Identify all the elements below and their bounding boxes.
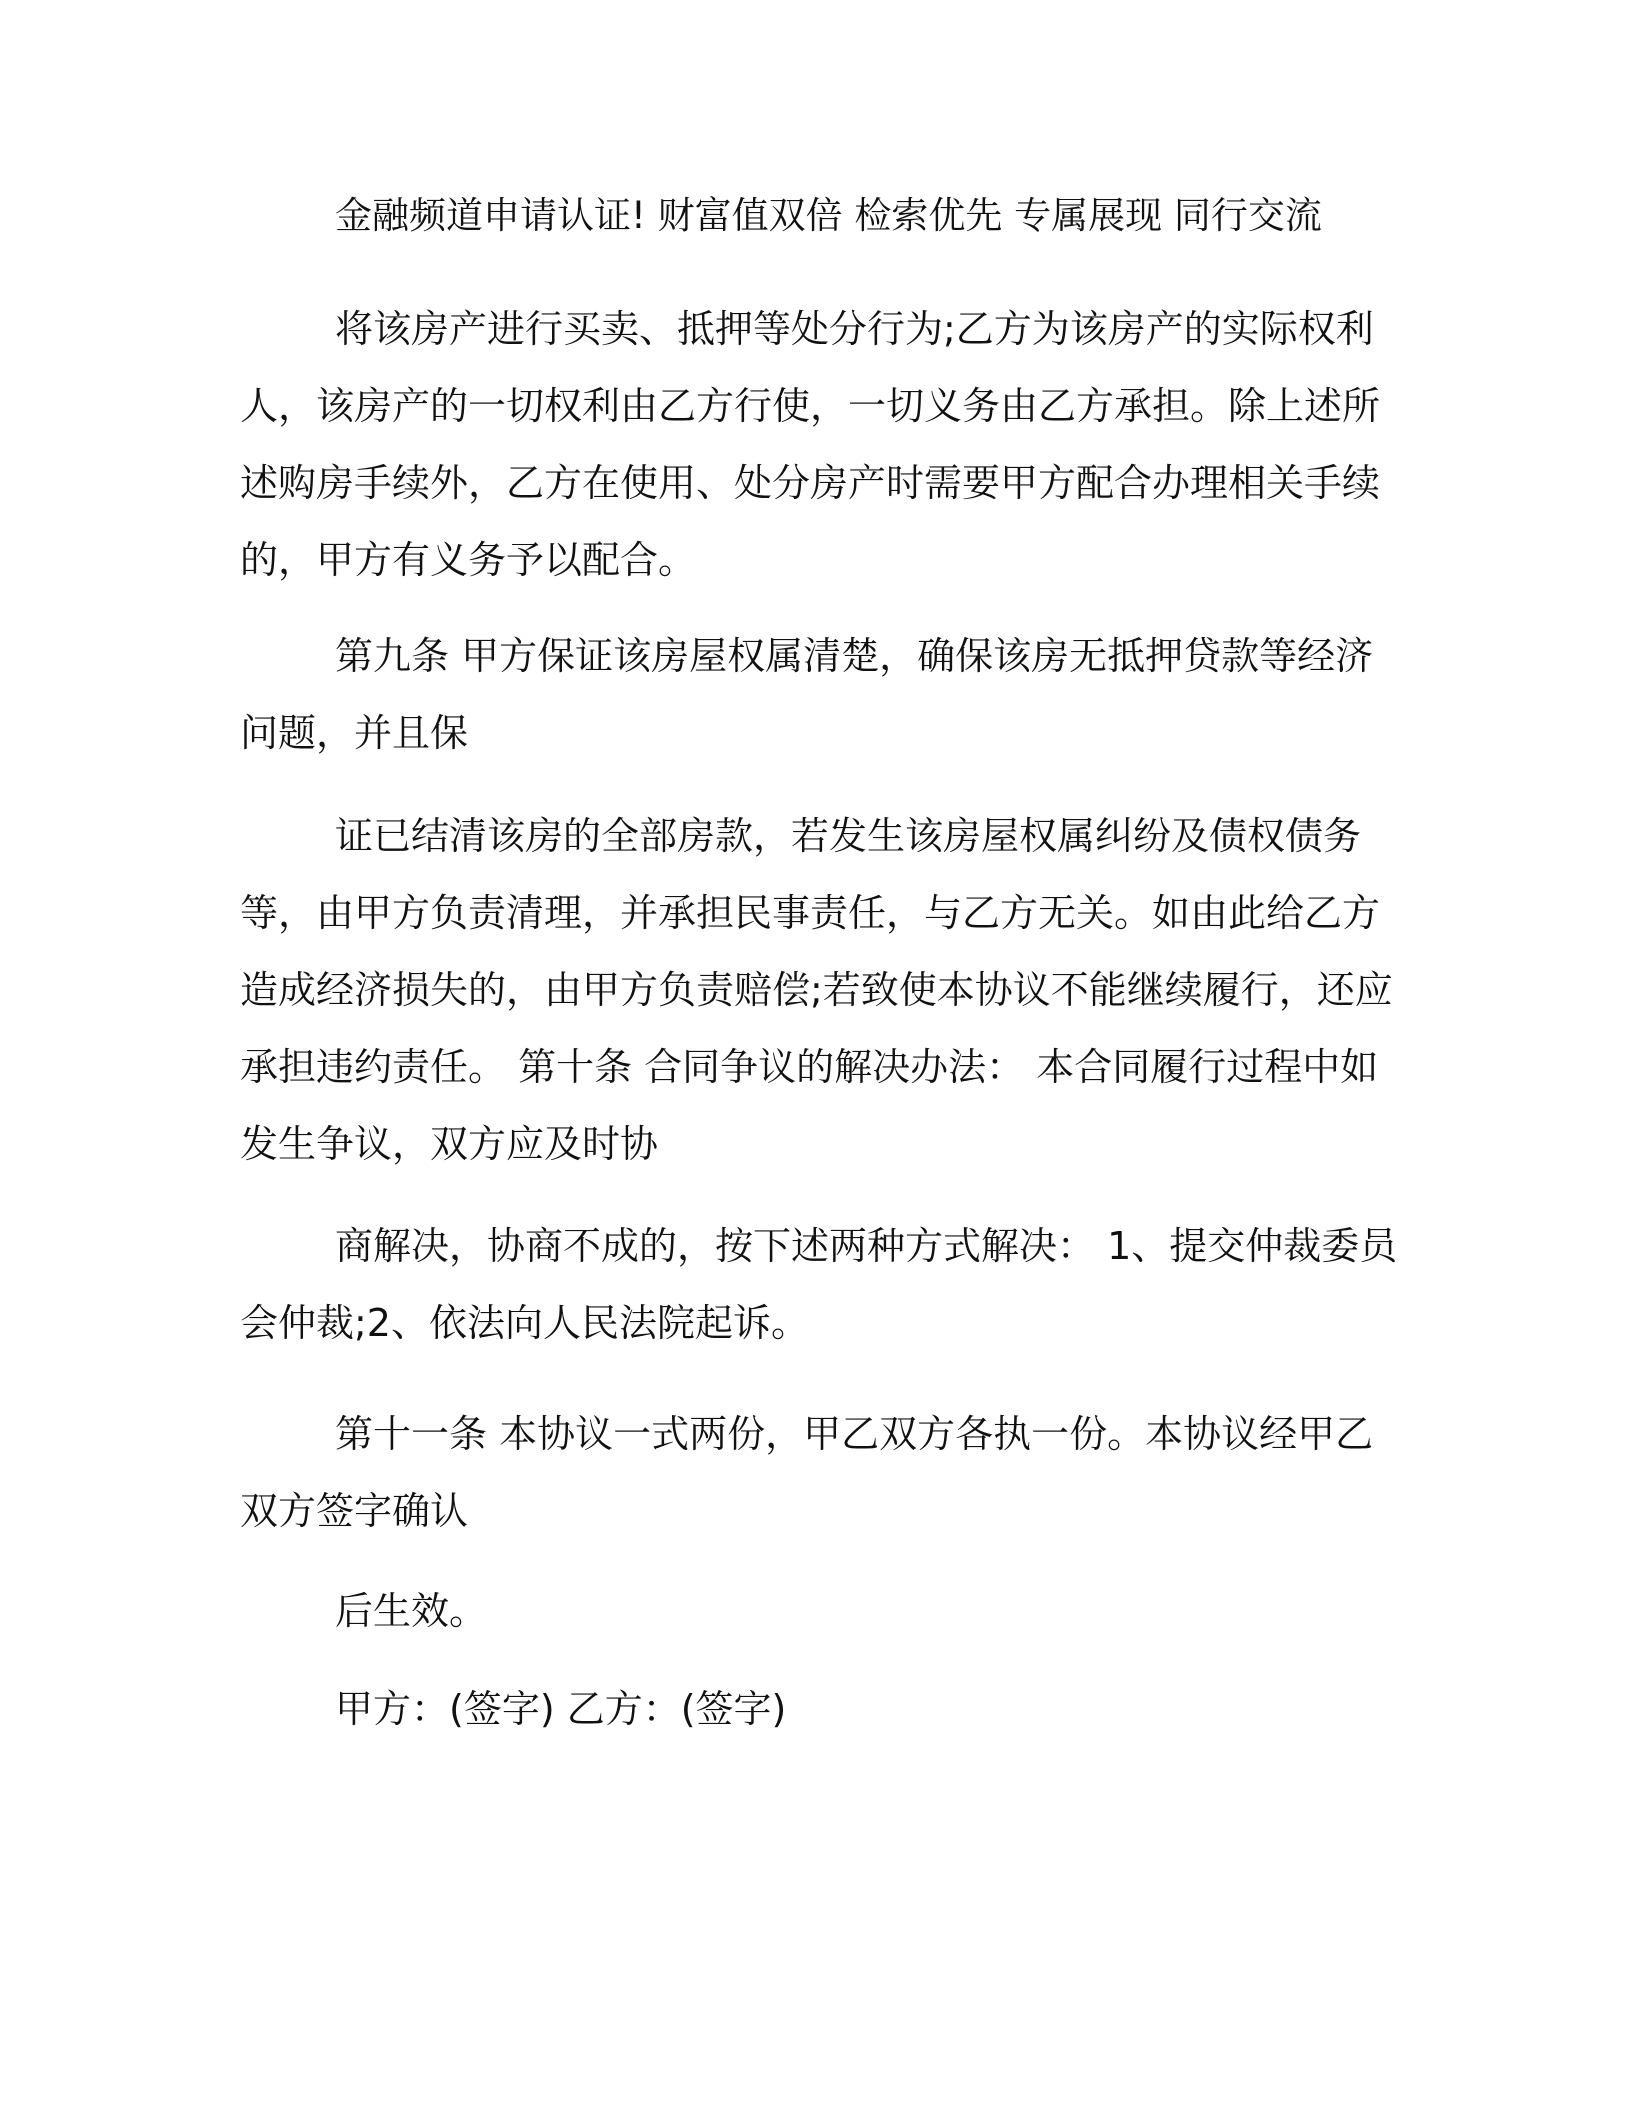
signature-line xyxy=(240,1671,1410,1748)
paragraph-2 xyxy=(240,618,1410,772)
paragraph-text: 后生效。 xyxy=(335,1589,488,1633)
paragraph-4 xyxy=(240,1208,1410,1362)
paragraph-6 xyxy=(240,1573,1410,1650)
paragraph-text: 商解决，协商不成的，按下述两种方式解决： 1、提交仲裁委员会仲裁;2、依法向人民法院起诉。 xyxy=(240,1224,1398,1345)
paragraph-text: 证已结清该房的全部房款，若发生该房屋权属纠纷及债权债务等，由甲方负责清理，并承担民事责任，与乙方无关。如由此给乙方造成经济损失的，由甲方负责赔偿;若致使本协议不能继续履行，还应承担违约责任。 第十条 合同争议的解决办法： 本合同履行过程中如发生争议，双方应及时协 xyxy=(240,814,1393,1166)
paragraph-text: 第九条 甲方保证该房屋权属清楚，确保该房无抵押贷款等经济问题，并且保 xyxy=(240,634,1374,755)
paragraph-1 xyxy=(240,291,1410,599)
paragraph-text: 第十一条 本协议一式两份，甲乙双方各执一份。本协议经甲乙双方签字确认 xyxy=(240,1412,1374,1533)
paragraph-text: 将该房产进行买卖、抵押等处分行为;乙方为该房产的实际权利人，该房产的一切权利由乙方行使，一切义务由乙方承担。除上述所述购房手续外，乙方在使用、处分房产时需要甲方配合办理相关手续的，甲方有义务予以配合。 xyxy=(240,307,1381,582)
paragraph-3 xyxy=(240,798,1410,1183)
signature-text: 甲方：(签字) 乙方：(签字) xyxy=(335,1687,787,1731)
paragraph-5 xyxy=(240,1396,1410,1550)
promo-banner: 金融频道申请认证! 财富值双倍 检索优先 专属展现 同行交流 xyxy=(335,194,1322,237)
